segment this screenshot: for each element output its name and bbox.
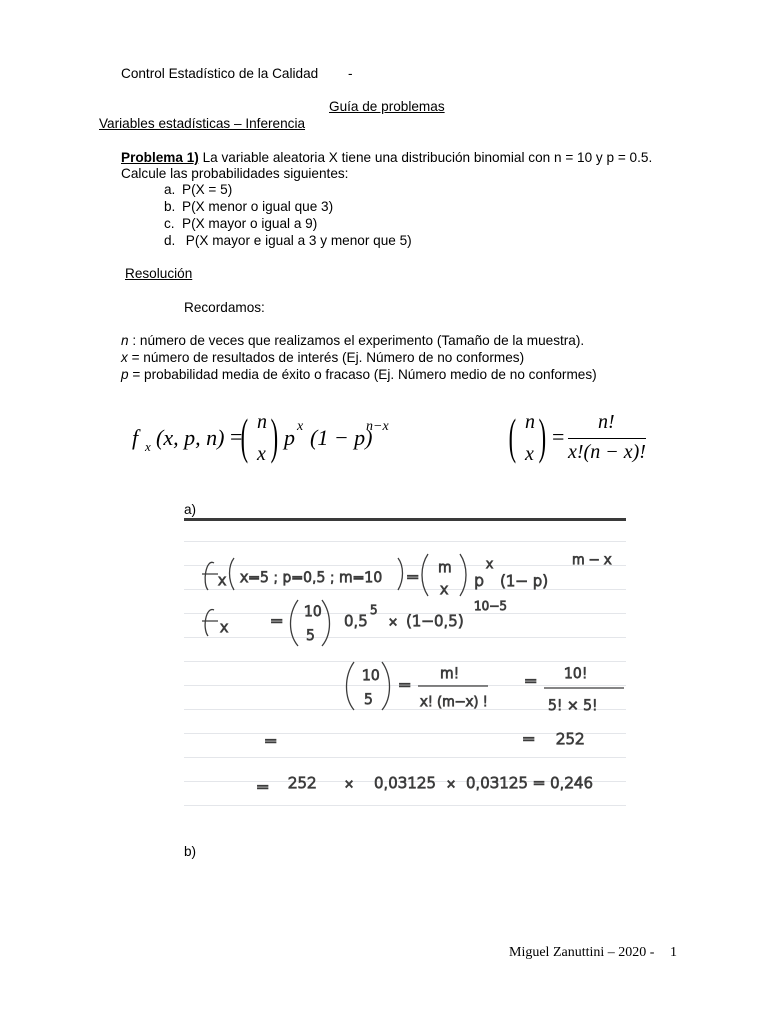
svg-text:p: p <box>474 571 485 590</box>
definition-text: = probabilidad media de éxito o fracaso (Ej. Número medio de no conformes) <box>128 367 597 382</box>
problem-instruction: Calcule las probabilidades siguientes: <box>121 166 349 181</box>
handwritten-solution-image <box>184 518 626 810</box>
fraction-denominator: x!(n − x)! <box>568 441 646 463</box>
page-number: 1 <box>670 945 677 960</box>
definition-symbol: x <box>121 350 128 365</box>
svg-text:=: = <box>524 671 538 690</box>
formula-lhs: f <box>132 425 139 450</box>
svg-text:×: × <box>388 615 399 629</box>
svg-text:252: 252 <box>288 774 317 792</box>
binom-top: n <box>257 411 267 433</box>
list-text: P(X = 5) <box>182 182 233 197</box>
svg-text:252: 252 <box>556 730 585 748</box>
recall-text: Recordamos: <box>184 300 265 315</box>
svg-text:x=5 ; p=0,5 ; m=10: x=5 ; p=0,5 ; m=10 <box>240 570 383 586</box>
fraction-bar <box>568 438 646 439</box>
binom-left-paren: ( <box>240 408 249 464</box>
formula-lhs-sub: x <box>145 439 151 454</box>
svg-text:=: = <box>256 777 270 796</box>
list-item <box>164 199 333 215</box>
list-item <box>164 216 317 232</box>
formula-p: p <box>284 425 295 450</box>
svg-text:=: = <box>398 675 412 694</box>
binom-left-paren: ( <box>508 408 517 464</box>
svg-text:x: x <box>486 557 494 571</box>
binom-bottom: x <box>525 443 534 465</box>
formula-exponent: n−x <box>366 419 389 434</box>
svg-text:0,03125 = 0,246: 0,03125 = 0,246 <box>466 774 594 792</box>
svg-text:=: = <box>522 729 536 748</box>
handwritten-solution-drawing <box>184 518 626 810</box>
list-letter: a. <box>164 182 176 197</box>
svg-text:10−5: 10−5 <box>474 599 507 613</box>
svg-text:0,5: 0,5 <box>344 612 368 630</box>
list-item <box>164 182 232 198</box>
svg-text:=: = <box>270 611 284 630</box>
list-text: P(X mayor e igual a 3 y menor que 5) <box>182 233 412 248</box>
formula-equals: = <box>230 424 243 449</box>
svg-text:x: x <box>440 582 449 598</box>
definition-x <box>121 350 524 366</box>
part-a-label: a) <box>184 502 197 517</box>
svg-text:5: 5 <box>306 628 315 644</box>
svg-text:10: 10 <box>304 604 322 620</box>
svg-text:x: x <box>220 620 229 636</box>
svg-text:5: 5 <box>364 692 373 708</box>
binom-right-paren: ) <box>270 408 279 464</box>
svg-text:x: x <box>218 573 227 589</box>
list-letter: c. <box>164 216 175 231</box>
combination-formula <box>510 405 660 475</box>
binom-bottom: x <box>257 443 266 465</box>
svg-text:10: 10 <box>362 668 380 684</box>
list-letter: d. <box>164 233 176 248</box>
list-item <box>164 233 412 249</box>
resolution-title: Resolución <box>125 266 193 281</box>
svg-text:×: × <box>446 777 457 791</box>
definition-p <box>121 367 597 383</box>
section-subtitle: Variables estadísticas – Inferencia <box>99 116 306 131</box>
formula-one-minus-p: (1 − p) <box>310 425 373 450</box>
svg-text:m!: m! <box>440 666 460 682</box>
header-dash: - <box>348 66 353 81</box>
svg-text:5! × 5!: 5! × 5! <box>548 698 598 714</box>
definition-symbol: n <box>121 333 129 348</box>
problem-label: Problema 1) <box>121 150 199 165</box>
list-text: P(X menor o igual que 3) <box>182 199 334 214</box>
svg-text:10!: 10! <box>564 666 588 682</box>
course-title: Control Estadístico de la Calidad <box>121 66 319 81</box>
definition-n <box>121 333 584 349</box>
svg-text:x! (m−x) !: x! (m−x) ! <box>420 695 488 710</box>
binomial-formula <box>132 405 402 475</box>
part-b-label: b) <box>184 844 197 859</box>
svg-text:(1− p): (1− p) <box>500 572 549 590</box>
svg-text:5: 5 <box>370 603 378 617</box>
definition-symbol: p <box>121 367 129 382</box>
svg-text:=: = <box>264 731 278 750</box>
formula-equals: = <box>552 424 565 449</box>
binom-right-paren: ) <box>538 408 547 464</box>
guide-title: Guía de problemas <box>329 99 445 114</box>
svg-text:(1−0,5): (1−0,5) <box>406 612 464 630</box>
definition-text: : número de veces que realizamos el experimento (Tamaño de la muestra). <box>128 333 585 348</box>
formula-p-exponent: x <box>297 419 304 434</box>
svg-text:0,03125: 0,03125 <box>374 774 437 792</box>
definition-text: = número de resultados de interés (Ej. Número de no conformes) <box>127 350 525 365</box>
fraction-numerator: n! <box>598 411 615 433</box>
list-letter: b. <box>164 199 176 214</box>
scan-top-border <box>184 518 626 521</box>
problem-statement <box>121 150 652 166</box>
problem-text: La variable aleatoria X tiene una distribución binomial con n = 10 y p = 0.5. <box>198 150 653 165</box>
binom-top: n <box>525 411 535 433</box>
footer-author: Miguel Zanuttini – 2020 - <box>509 945 655 960</box>
formula-args: (x, p, n) <box>156 425 225 450</box>
list-text: P(X mayor o igual a 9) <box>182 216 318 231</box>
svg-text:×: × <box>344 777 355 791</box>
svg-text:=: = <box>406 567 420 586</box>
svg-text:m − x: m − x <box>572 553 612 568</box>
svg-text:m: m <box>438 560 452 576</box>
